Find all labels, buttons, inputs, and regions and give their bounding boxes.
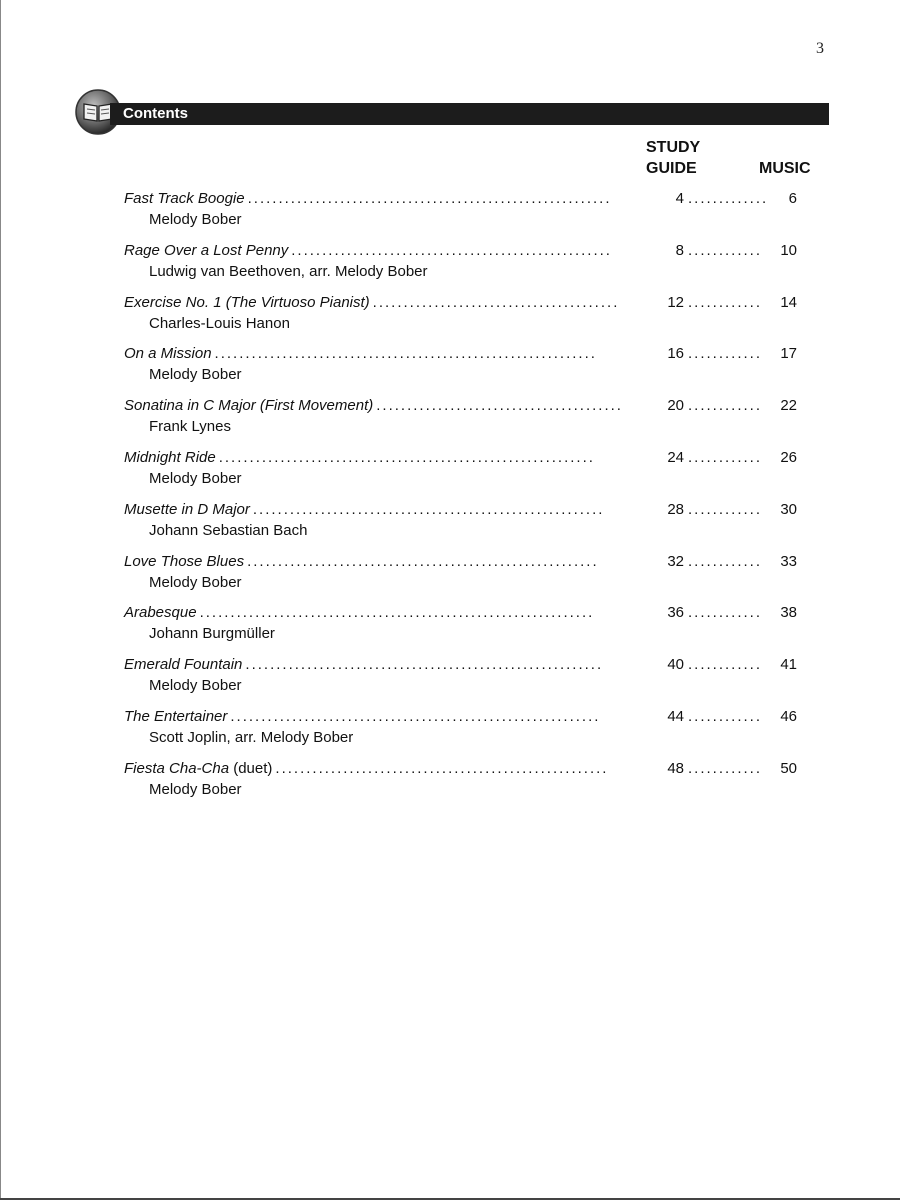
dot-leader: ...................................................... <box>275 759 609 777</box>
toc-entry-title-wrap <box>124 397 373 414</box>
column-headings <box>600 137 840 181</box>
toc-entry-line <box>124 343 800 365</box>
toc-entry[interactable] <box>124 188 800 240</box>
toc-entry-title-wrap <box>124 345 212 362</box>
study-guide-heading <box>646 137 700 179</box>
toc-entry-title-wrap <box>124 604 197 621</box>
dot-leader: ............ <box>688 604 763 622</box>
toc-entry-line <box>124 188 800 210</box>
dot-leader: ............ <box>688 397 763 415</box>
contents-title: Contents <box>123 105 188 122</box>
toc-entry-title-wrap <box>124 760 272 777</box>
dot-leader: .............................................................. <box>214 345 597 363</box>
toc-entry-title-wrap <box>124 190 245 207</box>
toc-entry[interactable] <box>124 602 800 654</box>
music-page: 38 <box>780 604 797 622</box>
study-guide-page: 44 <box>667 707 684 725</box>
music-page: 33 <box>780 552 797 570</box>
toc-entry-line <box>124 240 800 262</box>
dot-leader: ............ <box>688 759 763 777</box>
toc-entry[interactable] <box>124 758 800 810</box>
page-left-edge <box>0 0 1 1200</box>
toc-entry-title: Arabesque <box>124 604 197 622</box>
toc-entry-line <box>124 758 800 780</box>
contents-header <box>110 103 829 125</box>
toc-entry-title: Exercise No. 1 (The Virtuoso Pianist) <box>124 293 370 311</box>
toc-entry[interactable] <box>124 292 800 344</box>
toc-entry-composer: Melody Bober <box>149 573 242 591</box>
study-guide-page: 36 <box>667 604 684 622</box>
toc-entry-composer: Frank Lynes <box>149 418 231 436</box>
dot-leader: ............ <box>688 552 763 570</box>
toc-entry-title-wrap <box>124 501 250 518</box>
music-page: 6 <box>788 190 797 207</box>
toc-entry-composer: Melody Bober <box>149 211 242 228</box>
toc-entry-title: Midnight Ride <box>124 448 216 466</box>
study-guide-page: 28 <box>667 500 684 518</box>
toc-entry-title-wrap <box>124 242 288 259</box>
study-guide-page: 48 <box>667 759 684 777</box>
dot-leader: ............ <box>688 345 763 363</box>
toc-entry[interactable] <box>124 706 800 758</box>
toc-entry[interactable] <box>124 654 800 706</box>
music-heading: MUSIC <box>759 160 811 177</box>
dot-leader: .................................................... <box>291 241 612 259</box>
music-page: 22 <box>780 397 797 415</box>
study-guide-page: 32 <box>667 552 684 570</box>
study-guide-page: 8 <box>675 241 684 259</box>
dot-leader: ........................................ <box>376 397 623 415</box>
toc-entry-line <box>124 706 800 728</box>
toc-entry-line <box>124 499 800 521</box>
toc-entry-title: Sonatina in C Major (First Movement) <box>124 397 374 415</box>
dot-leader: ........................................ <box>372 293 620 311</box>
dot-leader: .......................................................... <box>245 656 604 674</box>
toc-entry-title-wrap <box>124 708 227 725</box>
music-page: 10 <box>780 241 797 259</box>
toc-entry-line <box>124 395 800 417</box>
toc-entry-title-wrap <box>124 553 244 570</box>
toc-entry[interactable] <box>124 499 800 551</box>
dot-leader: ............................................................. <box>218 448 595 466</box>
dot-leader: ............ <box>688 241 763 259</box>
study-guide-page: 12 <box>667 293 684 311</box>
toc-entry-title: Rage Over a Lost Penny <box>124 241 289 259</box>
toc-entry-line <box>124 654 800 676</box>
music-page: 26 <box>780 448 797 466</box>
dot-leader: ............. <box>688 190 769 207</box>
music-page: 50 <box>780 759 797 777</box>
study-guide-page: 40 <box>667 656 684 674</box>
toc-entry-composer: Ludwig van Beethoven, arr. Melody Bober <box>149 262 428 280</box>
toc-entry[interactable] <box>124 395 800 447</box>
toc-entry-title-wrap <box>124 294 370 311</box>
toc-entry-composer: Melody Bober <box>149 677 242 695</box>
toc-entry-composer: Melody Bober <box>149 366 242 384</box>
toc-entry-title-suffix: (duet) <box>229 759 273 777</box>
study-guide-page: 16 <box>667 345 684 363</box>
toc-entry-line <box>124 602 800 624</box>
dot-leader: ............................................................ <box>230 707 601 725</box>
music-page: 17 <box>780 345 797 363</box>
toc-entry-title: Emerald Fountain <box>124 656 243 674</box>
study-guide-page: 20 <box>667 397 684 415</box>
dot-leader: ......................................................... <box>247 552 599 570</box>
music-page: 46 <box>780 707 797 725</box>
toc-entry-title: Fast Track Boogie <box>124 190 245 207</box>
toc-entry-title: Musette in D Major <box>124 500 250 518</box>
music-page: 14 <box>780 293 797 311</box>
toc-entry-composer: Melody Bober <box>149 780 242 798</box>
study-heading-line1: STUDY <box>646 139 701 156</box>
toc-entry-composer: Charles-Louis Hanon <box>149 314 290 332</box>
toc-entry[interactable] <box>124 240 800 292</box>
toc-entry-composer: Scott Joplin, arr. Melody Bober <box>149 728 354 746</box>
toc-entry[interactable] <box>124 447 800 499</box>
toc-entry-composer: Johann Sebastian Bach <box>149 521 308 539</box>
toc-entry-line <box>124 551 800 573</box>
music-page: 41 <box>780 656 797 674</box>
dot-leader: ............ <box>688 500 763 518</box>
dot-leader: ......................................................... <box>252 500 605 518</box>
toc-entry-line <box>124 447 800 469</box>
toc-entry-title: The Entertainer <box>124 707 228 725</box>
toc-entry-composer: Melody Bober <box>149 469 242 487</box>
table-of-contents <box>124 188 800 810</box>
toc-entry-line <box>124 292 800 314</box>
toc-entry-composer: Johann Burgmüller <box>149 625 275 643</box>
toc-entry-title: On a Mission <box>124 345 212 363</box>
guide-heading-line2: GUIDE <box>646 160 697 177</box>
toc-entry-title: Love Those Blues <box>124 552 245 570</box>
dot-leader: ............ <box>688 448 763 466</box>
music-page: 30 <box>780 500 797 518</box>
toc-entry[interactable] <box>124 551 800 603</box>
toc-entry-title-wrap <box>124 449 216 466</box>
dot-leader: ............ <box>688 656 763 674</box>
toc-entry[interactable] <box>124 343 800 395</box>
toc-entry-title-wrap <box>124 656 242 673</box>
dot-leader: ............ <box>688 293 763 311</box>
dot-leader: ........................................................... <box>247 190 612 207</box>
study-guide-page: 4 <box>675 190 684 207</box>
dot-leader: ............ <box>688 707 763 725</box>
toc-entry-title: Fiesta Cha-Cha <box>124 759 230 777</box>
dot-leader: ................................................................ <box>199 604 595 622</box>
page-number: 3 <box>816 40 824 57</box>
study-guide-page: 24 <box>667 448 684 466</box>
